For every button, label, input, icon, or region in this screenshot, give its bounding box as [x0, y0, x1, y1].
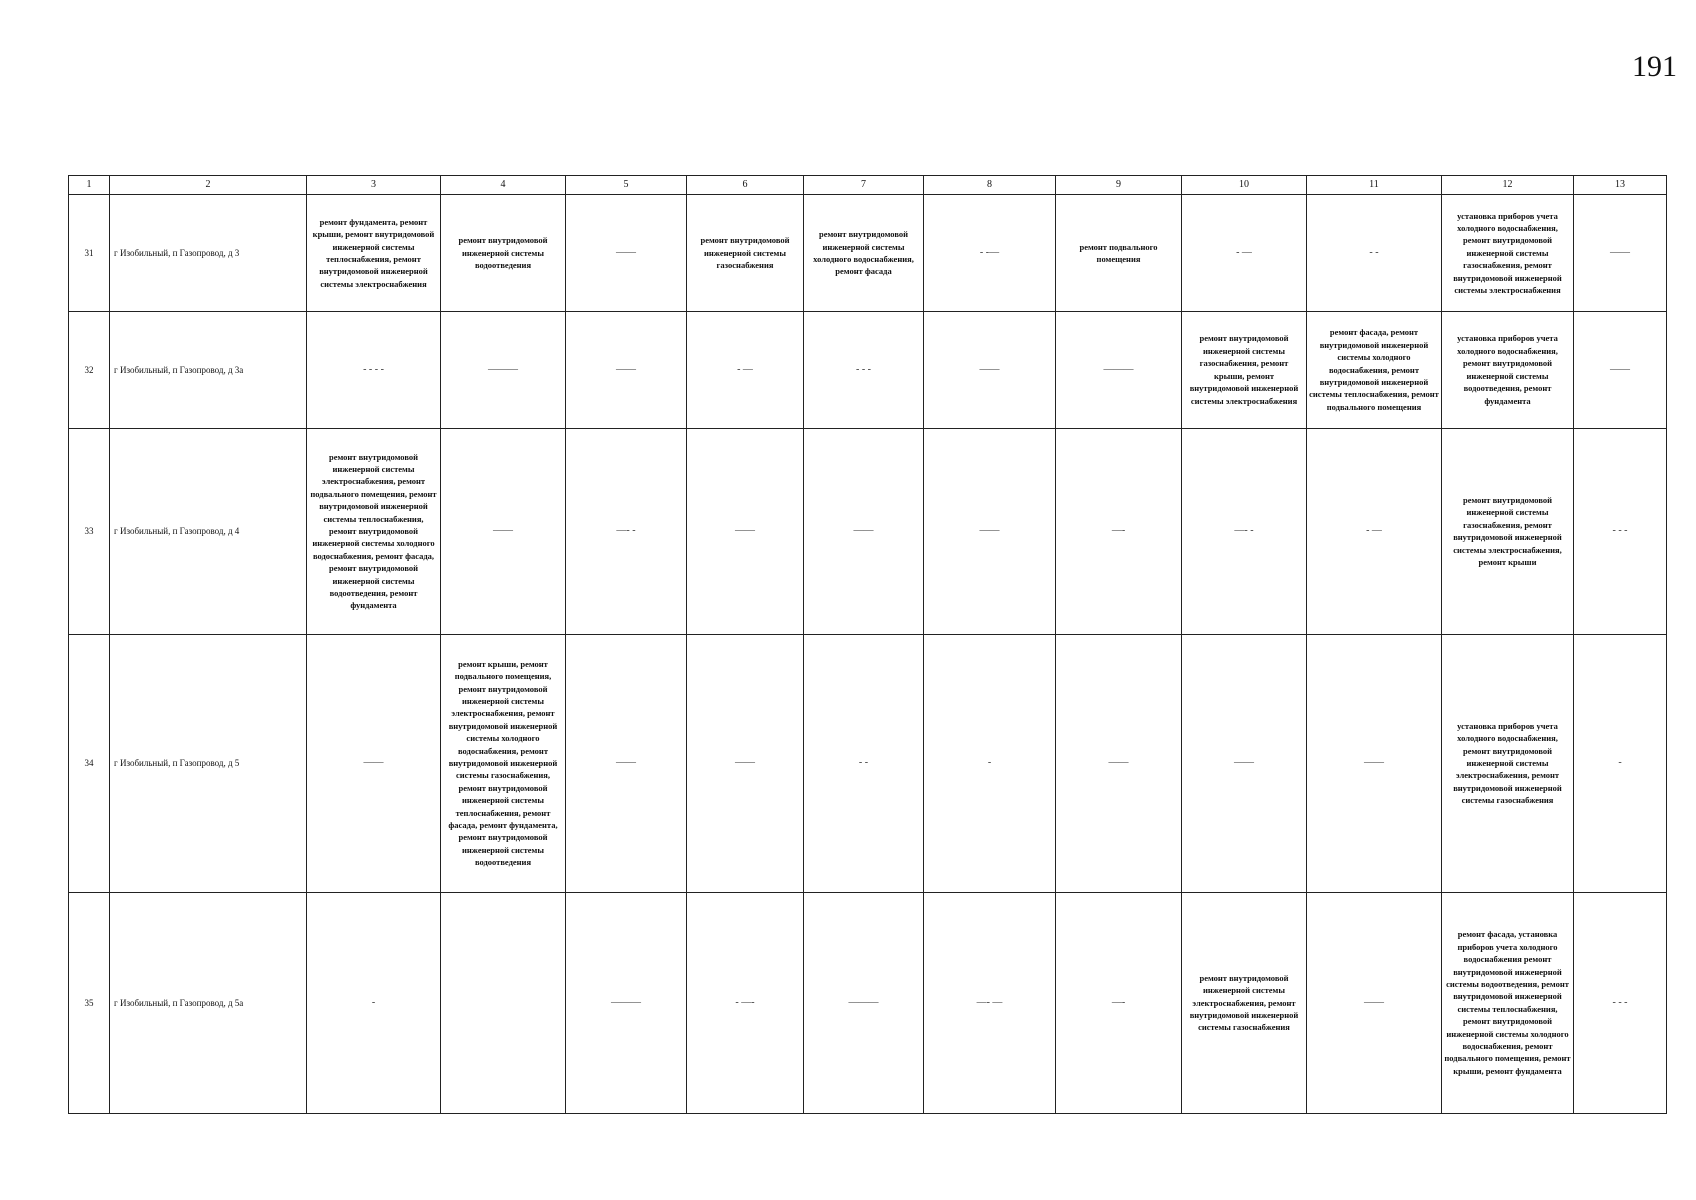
dash-placeholder-cell: - - -: [804, 311, 924, 428]
work-description-cell: ремонт внутридомовой инженерной системы газоснабжения, ремонт внутридомовой инженерной системы электроснабжения, ремонт крыши: [1442, 428, 1574, 634]
address-cell: г Изобильный, п Газопровод, д 3: [110, 195, 307, 312]
table-row: [69, 311, 1667, 428]
dash-placeholder-cell: - —: [1307, 428, 1442, 634]
dash-placeholder-cell: ———: [804, 892, 924, 1113]
dash-placeholder-cell: ——: [804, 428, 924, 634]
dash-placeholder-cell: ——: [566, 634, 687, 892]
column-number-header: 1: [69, 176, 110, 195]
column-number-header: 8: [924, 176, 1056, 195]
work-description-cell: установка приборов учета холодного водоснабжения, ремонт внутридомовой инженерной системы газоснабжения, ремонт внутридомовой инженерной системы электроснабжения: [1442, 195, 1574, 312]
dash-placeholder-cell: ——: [566, 311, 687, 428]
address-cell: г Изобильный, п Газопровод, д 4: [110, 428, 307, 634]
page-number: 191: [1632, 50, 1677, 83]
dash-placeholder-cell: ———: [441, 311, 566, 428]
dash-placeholder-cell: ——: [1056, 634, 1182, 892]
dash-placeholder-cell: - -: [1307, 195, 1442, 312]
dash-placeholder-cell: - -: [804, 634, 924, 892]
dash-placeholder-cell: ——: [441, 428, 566, 634]
work-description-cell: ремонт внутридомовой инженерной системы электроснабжения, ремонт подвального помещения, ремонт внутридомовой инженерной системы теплоснабжения, ремонт внутридомовой инженерной системы холодного водоснабжения, ремонт фасада, ремонт внутридомовой инженерной системы водоотведения, ремонт фундамента: [307, 428, 441, 634]
table-row: [69, 195, 1667, 312]
dash-placeholder-cell: ———: [1056, 311, 1182, 428]
dash-placeholder-cell: —- -: [1182, 428, 1307, 634]
work-description-cell: ремонт подвального помещения: [1056, 195, 1182, 312]
row-number: 31: [69, 195, 110, 312]
work-description-cell: ремонт внутридомовой инженерной системы холодного водоснабжения, ремонт фасада: [804, 195, 924, 312]
dash-placeholder-cell: —- —: [924, 892, 1056, 1113]
row-number: 33: [69, 428, 110, 634]
row-number: 32: [69, 311, 110, 428]
dash-placeholder-cell: —-: [1056, 428, 1182, 634]
dash-placeholder-cell: ——: [1307, 634, 1442, 892]
dash-placeholder-cell: ——: [307, 634, 441, 892]
dash-placeholder-cell: —- -: [566, 428, 687, 634]
table-row: [69, 892, 1667, 1113]
work-description-cell: ремонт внутридомовой инженерной системы газоснабжения: [687, 195, 804, 312]
dash-placeholder-cell: ——: [687, 428, 804, 634]
column-number-header: 4: [441, 176, 566, 195]
work-description-cell: ремонт внутридомовой инженерной системы водоотведения: [441, 195, 566, 312]
dash-placeholder-cell: -: [924, 634, 1056, 892]
column-number-header: 7: [804, 176, 924, 195]
dash-placeholder-cell: - - -: [1574, 428, 1667, 634]
row-number: 35: [69, 892, 110, 1113]
work-description-cell: ремонт внутридомовой инженерной системы электроснабжения, ремонт внутридомовой инженерной системы газоснабжения: [1182, 892, 1307, 1113]
work-description-cell: ремонт фундамента, ремонт крыши, ремонт внутридомовой инженерной системы теплоснабжения, ремонт внутридомовой инженерной системы электроснабжения: [307, 195, 441, 312]
table-row: [69, 428, 1667, 634]
dash-placeholder-cell: - - - -: [307, 311, 441, 428]
dash-placeholder-cell: —-: [1056, 892, 1182, 1113]
repair-schedule-table: [68, 175, 1667, 1114]
address-cell: г Изобильный, п Газопровод, д 5: [110, 634, 307, 892]
dash-placeholder-cell: ——: [566, 195, 687, 312]
dash-placeholder-cell: -: [307, 892, 441, 1113]
work-description-cell: ремонт фасада, установка приборов учета холодного водоснабжения ремонт внутридомовой инженерной системы водоотведения, ремонт внутридомовой инженерной системы теплоснабжения, ремонт внутридомовой инженерной системы холодного водоснабжения, ремонт подвального помещения, ремонт крыши, ремонт фундамента: [1442, 892, 1574, 1113]
work-description-cell: установка приборов учета холодного водоснабжения, ремонт внутридомовой инженерной системы водоотведения, ремонт фундамента: [1442, 311, 1574, 428]
address-cell: г Изобильный, п Газопровод, д 5а: [110, 892, 307, 1113]
dash-placeholder-cell: ——: [1182, 634, 1307, 892]
dash-placeholder-cell: [441, 892, 566, 1113]
column-number-header: 6: [687, 176, 804, 195]
table-row: [69, 634, 1667, 892]
column-number-header: 13: [1574, 176, 1667, 195]
dash-placeholder-cell: ———: [566, 892, 687, 1113]
dash-placeholder-cell: - —: [687, 311, 804, 428]
column-number-header-row: [69, 176, 1667, 195]
column-number-header: 5: [566, 176, 687, 195]
dash-placeholder-cell: ——: [1307, 892, 1442, 1113]
dash-placeholder-cell: -: [1574, 634, 1667, 892]
dash-placeholder-cell: - -—: [924, 195, 1056, 312]
dash-placeholder-cell: - - -: [1574, 892, 1667, 1113]
work-description-cell: установка приборов учета холодного водоснабжения, ремонт внутридомовой инженерной системы электроснабжения, ремонт внутридомовой инженерной системы газоснабжения: [1442, 634, 1574, 892]
dash-placeholder-cell: - —-: [687, 892, 804, 1113]
dash-placeholder-cell: ——: [687, 634, 804, 892]
dash-placeholder-cell: ——: [924, 311, 1056, 428]
work-description-cell: ремонт внутридомовой инженерной системы газоснабжения, ремонт крыши, ремонт внутридомовой инженерной системы электроснабжения: [1182, 311, 1307, 428]
row-number: 34: [69, 634, 110, 892]
dash-placeholder-cell: - —: [1182, 195, 1307, 312]
address-cell: г Изобильный, п Газопровод, д 3а: [110, 311, 307, 428]
column-number-header: 10: [1182, 176, 1307, 195]
column-number-header: 2: [110, 176, 307, 195]
dash-placeholder-cell: ——: [1574, 195, 1667, 312]
work-description-cell: ремонт крыши, ремонт подвального помещения, ремонт внутридомовой инженерной системы электроснабжения, ремонт внутридомовой инженерной системы холодного водоснабжения, ремонт внутридомовой инженерной системы газоснабжения, ремонт внутридомовой инженерной системы теплоснабжения, ремонт фасада, ремонт фундамента, ремонт внутридомовой инженерной системы водоотведения: [441, 634, 566, 892]
column-number-header: 11: [1307, 176, 1442, 195]
work-description-cell: ремонт фасада, ремонт внутридомовой инженерной системы холодного водоснабжения, ремонт внутридомовой инженерной системы теплоснабжения, ремонт подвального помещения: [1307, 311, 1442, 428]
column-number-header: 3: [307, 176, 441, 195]
column-number-header: 9: [1056, 176, 1182, 195]
dash-placeholder-cell: ——: [1574, 311, 1667, 428]
column-number-header: 12: [1442, 176, 1574, 195]
dash-placeholder-cell: ——: [924, 428, 1056, 634]
